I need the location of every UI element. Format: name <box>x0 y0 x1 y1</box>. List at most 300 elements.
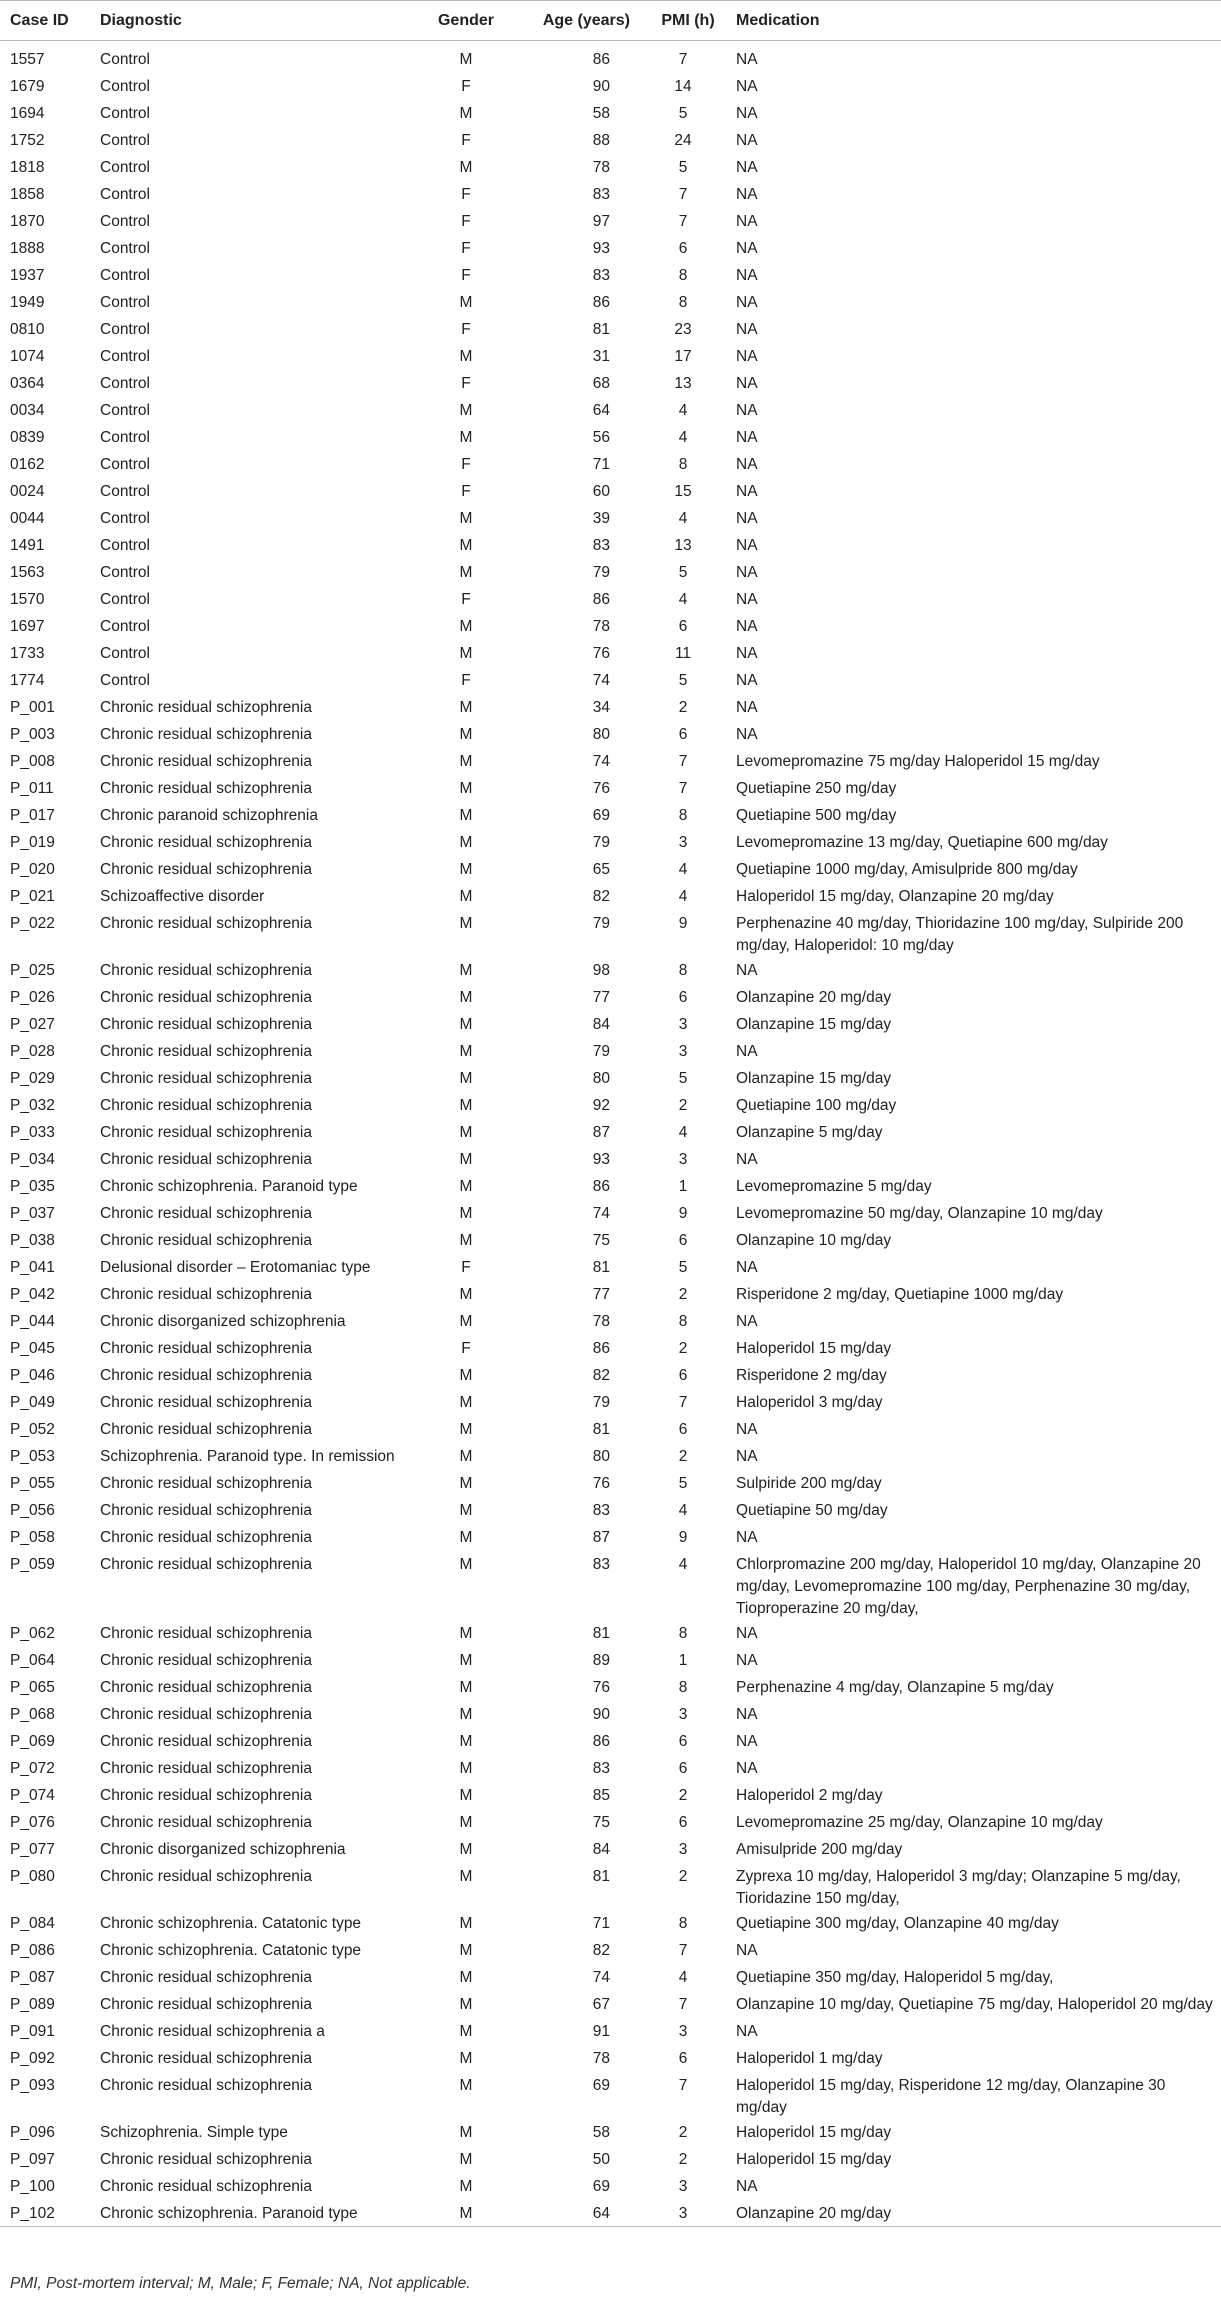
gender-cell: F <box>461 266 471 284</box>
pmi-cell: 7 <box>678 779 688 797</box>
pmi-cell: 7 <box>678 185 688 203</box>
diagnostic-cell: Chronic residual schizophrenia <box>100 1705 312 1723</box>
diagnostic-cell: Chronic residual schizophrenia <box>100 1474 312 1492</box>
age-cell: 80 <box>592 1447 610 1465</box>
age-cell: 86 <box>592 590 610 608</box>
gender-cell: F <box>461 482 471 500</box>
medication-cell: NA <box>736 1420 758 1438</box>
diagnostic-cell: Chronic residual schizophrenia <box>100 2150 312 2168</box>
medication-cell: Quetiapine 50 mg/day <box>736 1501 888 1519</box>
pmi-cell: 5 <box>678 1258 688 1276</box>
case-id-cell: P_068 <box>10 1705 55 1723</box>
age-cell: 90 <box>592 1705 610 1723</box>
diagnostic-cell: Chronic residual schizophrenia <box>100 1204 312 1222</box>
gender-cell: M <box>459 1968 473 1986</box>
table-row <box>0 775 1221 802</box>
gender-cell: M <box>459 2204 473 2222</box>
table-row <box>0 883 1221 910</box>
table-row <box>0 1551 1221 1620</box>
table-row <box>0 1308 1221 1335</box>
medication-cell: NA <box>736 617 758 635</box>
pmi-cell: 6 <box>678 2049 688 2067</box>
pmi-cell: 4 <box>678 1123 688 1141</box>
age-cell: 85 <box>592 1786 610 1804</box>
age-cell: 76 <box>592 779 610 797</box>
diagnostic-cell: Control <box>100 266 150 284</box>
medication-cell: Haloperidol 15 mg/day, Olanzapine 20 mg/day <box>736 887 1054 905</box>
table-row <box>0 73 1221 100</box>
age-cell: 76 <box>592 644 610 662</box>
gender-cell: M <box>459 961 473 979</box>
pmi-cell: 4 <box>678 401 688 419</box>
age-cell: 76 <box>592 1678 610 1696</box>
gender-cell: M <box>459 914 473 932</box>
pmi-cell: 4 <box>678 1968 688 1986</box>
table-footnote: PMI, Post-mortem interval; M, Male; F, Female; NA, Not applicable. <box>10 2275 471 2292</box>
age-cell: 74 <box>592 1204 610 1222</box>
diagnostic-cell: Chronic residual schizophrenia <box>100 1732 312 1750</box>
gender-cell: M <box>459 1867 473 1885</box>
case-id-cell: 0839 <box>10 428 45 446</box>
table-row <box>0 451 1221 478</box>
age-cell: 83 <box>592 536 610 554</box>
age-cell: 80 <box>592 1069 610 1087</box>
pmi-cell: 6 <box>678 617 688 635</box>
diagnostic-cell: Schizophrenia. Simple type <box>100 2123 288 2141</box>
age-cell: 58 <box>592 2123 610 2141</box>
diagnostic-cell: Control <box>100 617 150 635</box>
pmi-cell: 3 <box>678 1840 688 1858</box>
table-row <box>0 694 1221 721</box>
medication-cell: Haloperidol 1 mg/day <box>736 2049 883 2067</box>
medication-cell: NA <box>736 1624 758 1642</box>
pmi-cell: 3 <box>678 2177 688 2195</box>
column-header-case-id: Case ID <box>10 11 69 29</box>
medication-cell: NA <box>736 185 758 203</box>
gender-cell: M <box>459 563 473 581</box>
pmi-cell: 6 <box>678 239 688 257</box>
age-cell: 81 <box>592 1420 610 1438</box>
pmi-cell: 3 <box>678 2204 688 2222</box>
pmi-cell: 6 <box>678 1420 688 1438</box>
pmi-cell: 11 <box>674 644 692 662</box>
gender-cell: M <box>459 1285 473 1303</box>
gender-cell: M <box>459 1759 473 1777</box>
case-id-cell: P_042 <box>10 1285 55 1303</box>
gender-cell: M <box>459 1123 473 1141</box>
case-id-cell: P_033 <box>10 1123 55 1141</box>
pmi-cell: 2 <box>678 1786 688 1804</box>
age-cell: 82 <box>592 1366 610 1384</box>
gender-cell: M <box>459 1177 473 1195</box>
diagnostic-cell: Control <box>100 320 150 338</box>
case-id-cell: 0162 <box>10 455 45 473</box>
pmi-cell: 7 <box>678 1941 688 1959</box>
age-cell: 79 <box>592 563 610 581</box>
age-cell: 81 <box>592 320 610 338</box>
pmi-cell: 8 <box>678 1914 688 1932</box>
diagnostic-cell: Delusional disorder – Erotomaniac type <box>100 1258 371 1276</box>
gender-cell: F <box>461 1339 471 1357</box>
pmi-cell: 6 <box>678 1231 688 1249</box>
pmi-cell: 6 <box>678 725 688 743</box>
medication-cell: NA <box>736 51 758 68</box>
case-id-cell: 0044 <box>10 509 45 527</box>
age-cell: 84 <box>592 1840 610 1858</box>
age-cell: 74 <box>592 752 610 770</box>
case-id-cell: 1570 <box>10 590 45 608</box>
medication-cell: Haloperidol 3 mg/day <box>736 1393 883 1411</box>
case-id-cell: P_096 <box>10 2123 55 2141</box>
pmi-cell: 7 <box>678 51 688 68</box>
diagnostic-cell: Schizophrenia. Paranoid type. In remission <box>100 1447 395 1465</box>
pmi-cell: 3 <box>678 1015 688 1033</box>
age-cell: 31 <box>592 347 610 365</box>
diagnostic-cell: Chronic disorganized schizophrenia <box>100 1840 346 1858</box>
case-id-cell: P_092 <box>10 2049 55 2067</box>
pmi-cell: 5 <box>678 1474 688 1492</box>
pmi-cell: 6 <box>678 1732 688 1750</box>
case-id-cell: P_029 <box>10 1069 55 1087</box>
medication-cell: NA <box>736 1528 758 1546</box>
gender-cell: M <box>459 1312 473 1330</box>
case-id-cell: 1888 <box>10 239 45 257</box>
case-id-cell: 1774 <box>10 671 45 689</box>
table-row <box>0 208 1221 235</box>
medication-cell: NA <box>736 961 758 979</box>
age-cell: 81 <box>592 1258 610 1276</box>
age-cell: 74 <box>592 1968 610 1986</box>
age-cell: 71 <box>592 1914 610 1932</box>
table-row <box>0 2146 1221 2173</box>
diagnostic-cell: Control <box>100 563 150 581</box>
gender-cell: M <box>459 2123 473 2141</box>
gender-cell: F <box>461 239 471 257</box>
diagnostic-cell: Chronic residual schizophrenia <box>100 1420 312 1438</box>
pmi-cell: 7 <box>678 212 688 230</box>
table-row <box>0 1092 1221 1119</box>
case-id-cell: 1694 <box>10 104 45 122</box>
case-id-cell: P_086 <box>10 1941 55 1959</box>
case-id-cell: P_091 <box>10 2022 55 2040</box>
column-header-age: Age (years) <box>542 11 630 29</box>
age-cell: 75 <box>592 1813 610 1831</box>
pmi-cell: 8 <box>678 1624 688 1642</box>
medication-cell: NA <box>736 1759 758 1777</box>
table-row <box>0 2119 1221 2146</box>
gender-cell: M <box>459 1555 473 1573</box>
case-id-cell: P_093 <box>10 2076 55 2094</box>
gender-cell: M <box>459 725 473 743</box>
case-id-cell: P_041 <box>10 1258 55 1276</box>
gender-cell: M <box>459 1941 473 1959</box>
age-cell: 69 <box>592 806 610 824</box>
case-id-cell: P_069 <box>10 1732 55 1750</box>
case-id-cell: P_053 <box>10 1447 55 1465</box>
diagnostic-cell: Control <box>100 212 150 230</box>
case-id-cell: P_064 <box>10 1651 55 1669</box>
table-row <box>0 343 1221 370</box>
pmi-cell: 2 <box>678 1096 688 1114</box>
age-cell: 34 <box>592 698 610 716</box>
table-row <box>0 856 1221 883</box>
gender-cell: M <box>459 51 473 68</box>
case-id-cell: P_011 <box>10 779 54 797</box>
diagnostic-cell: Chronic residual schizophrenia <box>100 1624 312 1642</box>
medication-cell: NA <box>736 131 758 149</box>
table-row <box>0 1470 1221 1497</box>
table-row <box>0 2200 1221 2227</box>
table-row <box>0 1991 1221 2018</box>
case-id-cell: 1752 <box>10 131 45 149</box>
diagnostic-cell: Control <box>100 374 150 392</box>
age-cell: 77 <box>592 1285 610 1303</box>
diagnostic-cell: Chronic residual schizophrenia <box>100 1555 312 1573</box>
medication-cell: Levomepromazine 75 mg/day Haloperidol 15 mg/day <box>736 752 1100 770</box>
age-cell: 89 <box>592 1651 610 1669</box>
case-id-cell: P_072 <box>10 1759 55 1777</box>
age-cell: 79 <box>592 1393 610 1411</box>
table-row <box>0 1674 1221 1701</box>
age-cell: 88 <box>592 131 610 149</box>
gender-cell: M <box>459 509 473 527</box>
case-id-cell: P_001 <box>10 698 55 716</box>
age-cell: 58 <box>592 104 610 122</box>
pmi-cell: 8 <box>678 806 688 824</box>
table-row <box>0 181 1221 208</box>
diagnostic-cell: Control <box>100 401 150 419</box>
diagnostic-cell: Control <box>100 455 150 473</box>
table-row <box>0 667 1221 694</box>
case-id-cell: P_044 <box>10 1312 55 1330</box>
table-row <box>0 1497 1221 1524</box>
pmi-cell: 14 <box>674 77 692 95</box>
age-cell: 79 <box>592 914 610 932</box>
table-row <box>0 613 1221 640</box>
case-id-cell: P_077 <box>10 1840 55 1858</box>
table-row <box>0 1389 1221 1416</box>
diagnostic-cell: Chronic residual schizophrenia <box>100 725 312 743</box>
gender-cell: F <box>461 77 471 95</box>
medication-cell: NA <box>736 1732 758 1750</box>
medication-cell: NA <box>736 1705 758 1723</box>
age-cell: 67 <box>592 1995 610 2013</box>
age-cell: 56 <box>592 428 610 446</box>
table-row <box>0 154 1221 181</box>
diagnostic-cell: Chronic residual schizophrenia <box>100 2076 312 2094</box>
pmi-cell: 23 <box>674 320 692 338</box>
case-id-cell: P_037 <box>10 1204 55 1222</box>
gender-cell: M <box>459 2177 473 2195</box>
gender-cell: M <box>459 1150 473 1168</box>
gender-cell: M <box>459 158 473 176</box>
gender-cell: M <box>459 779 473 797</box>
table-row <box>0 1227 1221 1254</box>
case-id-cell: P_059 <box>10 1555 55 1573</box>
case-id-cell: P_008 <box>10 752 55 770</box>
gender-cell: M <box>459 1914 473 1932</box>
age-cell: 87 <box>592 1528 610 1546</box>
table-row <box>0 262 1221 289</box>
table-row <box>0 289 1221 316</box>
gender-cell: M <box>459 1786 473 1804</box>
gender-cell: M <box>459 860 473 878</box>
case-id-cell: P_089 <box>10 1995 55 2013</box>
gender-cell: M <box>459 293 473 311</box>
age-cell: 78 <box>592 1312 610 1330</box>
diagnostic-cell: Control <box>100 158 150 176</box>
pmi-cell: 2 <box>678 2150 688 2168</box>
age-cell: 86 <box>592 293 610 311</box>
pmi-cell: 4 <box>678 887 688 905</box>
case-id-cell: P_026 <box>10 988 55 1006</box>
age-cell: 93 <box>592 239 610 257</box>
age-cell: 78 <box>592 158 610 176</box>
table-row <box>0 397 1221 424</box>
table-row <box>0 1065 1221 1092</box>
diagnostic-cell: Control <box>100 644 150 662</box>
gender-cell: M <box>459 1624 473 1642</box>
medication-cell: NA <box>736 212 758 230</box>
table-row <box>0 424 1221 451</box>
table-row <box>0 2072 1221 2119</box>
age-cell: 68 <box>592 374 610 392</box>
gender-cell: M <box>459 1813 473 1831</box>
diagnostic-cell: Control <box>100 590 150 608</box>
column-header-gender: Gender <box>437 11 494 29</box>
pmi-cell: 2 <box>678 1447 688 1465</box>
table-row <box>0 370 1221 397</box>
medication-cell: Quetiapine 100 mg/day <box>736 1096 897 1114</box>
table-row <box>0 1755 1221 1782</box>
column-header-pmi: PMI (h) <box>661 11 715 29</box>
medication-cell: NA <box>736 509 758 527</box>
gender-cell: M <box>459 1015 473 1033</box>
table-row <box>0 1443 1221 1470</box>
medication-cell: NA <box>736 293 758 311</box>
pmi-cell: 4 <box>678 1555 688 1573</box>
table-row <box>0 1620 1221 1647</box>
pmi-cell: 6 <box>678 1759 688 1777</box>
diagnostic-cell: Control <box>100 104 150 122</box>
gender-cell: M <box>459 752 473 770</box>
diagnostic-cell: Control <box>100 536 150 554</box>
diagnostic-cell: Control <box>100 509 150 527</box>
gender-cell: F <box>461 320 471 338</box>
diagnostic-cell: Schizoaffective disorder <box>100 887 265 905</box>
medication-cell: NA <box>736 1150 758 1168</box>
age-cell: 78 <box>592 2049 610 2067</box>
case-id-cell: 0364 <box>10 374 45 392</box>
age-cell: 86 <box>592 1339 610 1357</box>
age-cell: 69 <box>592 2076 610 2094</box>
age-cell: 82 <box>592 887 610 905</box>
medication-cell: Haloperidol 15 mg/day <box>736 1339 892 1357</box>
pmi-cell: 5 <box>678 1069 688 1087</box>
pmi-cell: 7 <box>678 2076 688 2094</box>
diagnostic-cell: Chronic residual schizophrenia <box>100 1678 312 1696</box>
case-id-cell: P_056 <box>10 1501 55 1519</box>
table-row <box>0 910 1221 957</box>
gender-cell: M <box>459 1651 473 1669</box>
age-cell: 83 <box>592 185 610 203</box>
table-row <box>0 532 1221 559</box>
age-cell: 79 <box>592 833 610 851</box>
age-cell: 92 <box>592 1096 610 1114</box>
diagnostic-cell: Chronic residual schizophrenia <box>100 988 312 1006</box>
age-cell: 97 <box>592 212 610 230</box>
medication-cell: NA <box>736 590 758 608</box>
gender-cell: F <box>461 455 471 473</box>
case-id-cell: 1733 <box>10 644 45 662</box>
medication-cell: NA <box>736 239 758 257</box>
table-row <box>0 1910 1221 1937</box>
case-id-cell: P_102 <box>10 2204 55 2222</box>
medication-cell: NA <box>736 428 758 446</box>
age-cell: 75 <box>592 1231 610 1249</box>
diagnostic-cell: Chronic residual schizophrenia <box>100 1813 312 1831</box>
diagnostic-cell: Chronic residual schizophrenia <box>100 779 312 797</box>
diagnostic-cell: Chronic residual schizophrenia <box>100 2049 312 2067</box>
medication-cell: Quetiapine 500 mg/day <box>736 806 897 824</box>
case-id-cell: 1679 <box>10 77 45 95</box>
age-cell: 86 <box>592 1177 610 1195</box>
medication-cell: Perphenazine 4 mg/day, Olanzapine 5 mg/day <box>736 1678 1054 1696</box>
medication-cell: NA <box>736 104 758 122</box>
table-row <box>0 1836 1221 1863</box>
pmi-cell: 17 <box>674 347 692 365</box>
diagnostic-cell: Chronic residual schizophrenia <box>100 1528 312 1546</box>
diagnostic-cell: Chronic paranoid schizophrenia <box>100 806 318 824</box>
age-cell: 79 <box>592 1042 610 1060</box>
case-id-cell: P_032 <box>10 1096 55 1114</box>
pmi-cell: 3 <box>678 1150 688 1168</box>
medication-cell: Amisulpride 200 mg/day <box>736 1840 903 1858</box>
case-id-cell: P_065 <box>10 1678 55 1696</box>
pmi-cell: 15 <box>674 482 692 500</box>
diagnostic-cell: Chronic residual schizophrenia <box>100 1231 312 1249</box>
age-cell: 81 <box>592 1624 610 1642</box>
diagnostic-cell: Chronic residual schizophrenia <box>100 1042 312 1060</box>
pmi-cell: 7 <box>678 752 688 770</box>
table-row <box>0 1701 1221 1728</box>
gender-cell: M <box>459 1393 473 1411</box>
table-row <box>0 1937 1221 1964</box>
medication-cell: NA <box>736 374 758 392</box>
pmi-cell: 5 <box>678 158 688 176</box>
case-id-cell: P_100 <box>10 2177 55 2195</box>
diagnostic-cell: Chronic schizophrenia. Paranoid type <box>100 1177 358 1195</box>
medication-cell: Olanzapine 10 mg/day, Quetiapine 75 mg/day, Haloperidol 20 mg/day <box>736 1995 1213 2013</box>
diagnostic-cell: Chronic residual schizophrenia <box>100 1069 312 1087</box>
diagnostic-cell: Chronic schizophrenia. Catatonic type <box>100 1941 362 1959</box>
table-row <box>0 1647 1221 1674</box>
pmi-cell: 6 <box>678 1366 688 1384</box>
age-cell: 82 <box>592 1941 610 1959</box>
table-row <box>0 478 1221 505</box>
gender-cell: M <box>459 698 473 716</box>
pmi-cell: 3 <box>678 2022 688 2040</box>
table-row <box>0 829 1221 856</box>
diagnostic-cell: Chronic schizophrenia. Catatonic type <box>100 1914 362 1932</box>
gender-cell: M <box>459 887 473 905</box>
diagnostic-cell: Control <box>100 347 150 365</box>
age-cell: 76 <box>592 1474 610 1492</box>
gender-cell: M <box>459 428 473 446</box>
gender-cell: M <box>459 833 473 851</box>
medication-cell: NA <box>736 320 758 338</box>
table-row <box>0 505 1221 532</box>
